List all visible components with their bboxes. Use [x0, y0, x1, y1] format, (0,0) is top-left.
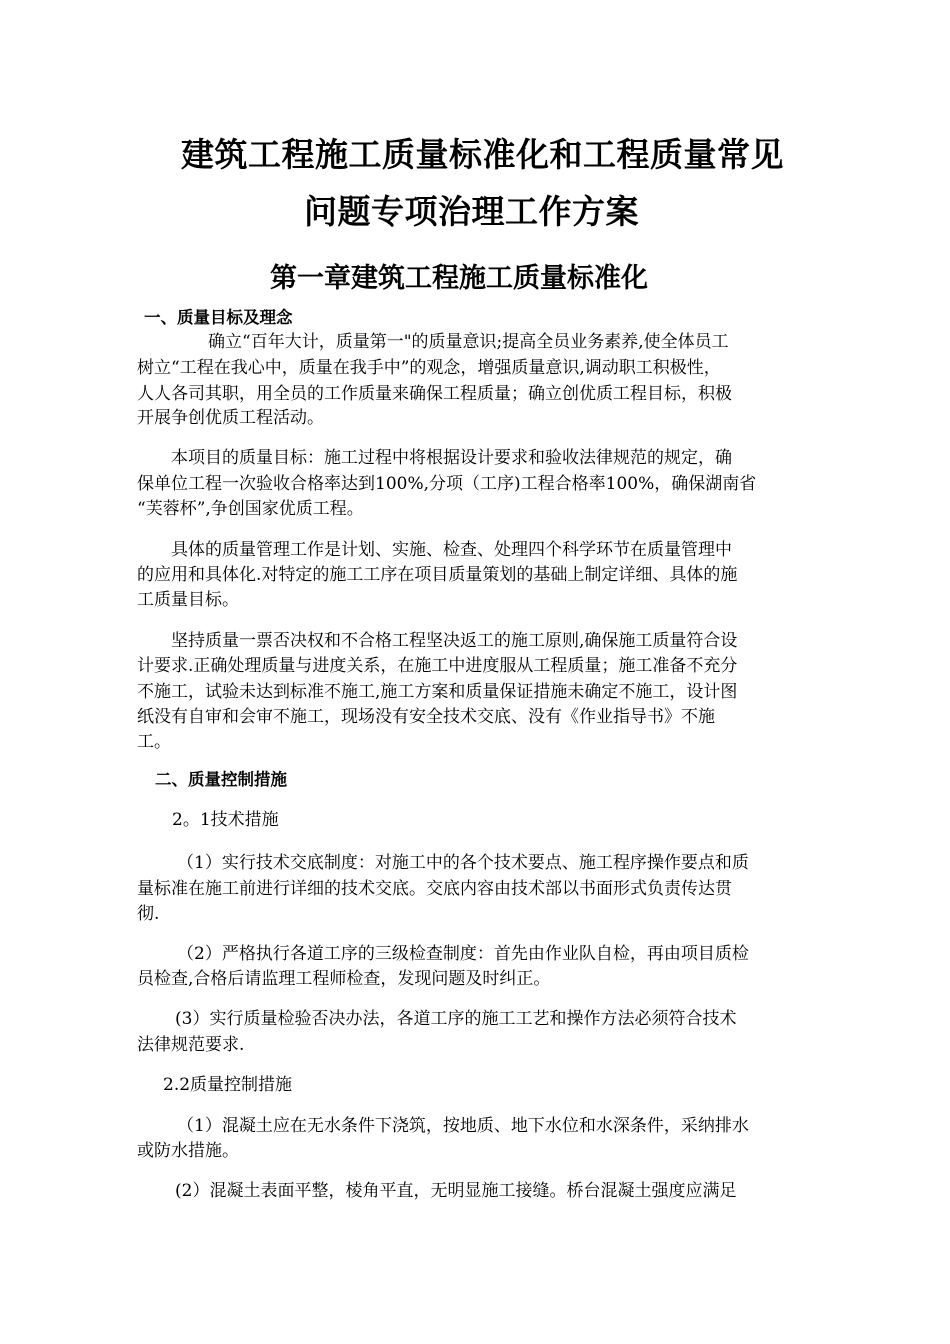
paragraph-line: 坚持质量一票否决权和不合格工程坚决返工的施工原则,确保施工质量符合设 [171, 631, 738, 651]
chapter-title: 第一章建筑工程施工质量标准化 [270, 263, 648, 294]
document-title-line-2: 问题专项治理工作方案 [304, 192, 639, 231]
paragraph-line: （1）实行技术交底制度：对施工中的各个技术要点、施工程序操作要点和质 [177, 853, 749, 873]
paragraph-line: 不施工，试验未达到标准不施工,施工方案和质量保证措施未确定不施工，设计图 [137, 682, 738, 702]
paragraph-line: 法律规范要求. [137, 1035, 245, 1055]
paragraph-line: 树立“工程在我心中，质量在我手中”的观念，增强质量意识,调动职工积极性， [137, 358, 721, 378]
paragraph-line: 人人各司其职，用全员的工作质量来确保工程质量；确立创优质工程目标，积极 [137, 384, 732, 404]
paragraph-line: (3）实行质量检验否决办法，各道工序的施工工艺和操作方法必须符合技术 [175, 1009, 737, 1029]
paragraph-line: 计要求.正确处理质量与进度关系，在施工中进度服从工程质量；施工准备不充分 [137, 656, 738, 676]
paragraph-line: 本项目的质量目标：施工过程中将根据设计要求和验收法律规范的规定，确 [171, 448, 732, 468]
subsection-title-technical-measures: 2。1技术措施 [172, 810, 279, 830]
paragraph-line: 员检查,合格后请监理工程师检查，发现问题及时纠正。 [137, 969, 551, 989]
paragraph-line: （2）严格执行各道工序的三级检查制度：首先由作业队自检，再由项目质检 [177, 944, 749, 964]
section-heading-quality-control: 二、质量控制措施 [155, 770, 287, 789]
paragraph-line: 量标准在施工前进行详细的技术交底。交底内容由技术部以书面形式负责传达贯 [137, 879, 732, 899]
paragraph-line: 的应用和具体化.对特定的施工工序在项目质量策划的基础上制定详细、具体的施 [137, 565, 738, 585]
paragraph-line: 彻. [137, 904, 160, 924]
subsection-title-quality-control-measures: 2.2质量控制措施 [163, 1075, 293, 1095]
paragraph-line: 工。 [137, 732, 171, 752]
paragraph-line: (2）混凝土表面平整，棱角平直，无明显施工接缝。桥台混凝土强度应满足 [175, 1181, 737, 1201]
paragraph-line: 开展争创优质工程活动。 [137, 408, 324, 428]
section-heading-quality-goals: 一、质量目标及理念 [144, 308, 293, 327]
paragraph-line: 纸没有自审和会审不施工，现场没有安全技术交底、没有《作业指导书》不施 [137, 707, 715, 727]
paragraph-line: 工质量目标。 [137, 590, 239, 610]
paragraph-line: 确立“百年大计，质量第一"的质量意识;提高全员业务素养,使全体员工 [208, 332, 729, 352]
paragraph-line: “芙蓉杯”,争创国家优质工程。 [137, 499, 364, 519]
paragraph-line: 具体的质量管理工作是计划、实施、检查、处理四个科学环节在质量管理中 [171, 540, 732, 560]
paragraph-line: 或防水措施。 [137, 1141, 239, 1161]
paragraph-line: （1）混凝土应在无水条件下浇筑，按地质、地下水位和水深条件，采纳排水 [177, 1116, 749, 1136]
paragraph-line: 保单位工程一次验收合格率达到100%,分项（工序)工程合格率100%，确保湖南省 [137, 474, 757, 494]
document-title-line-1: 建筑工程施工质量标准化和工程质量常见 [181, 135, 784, 174]
